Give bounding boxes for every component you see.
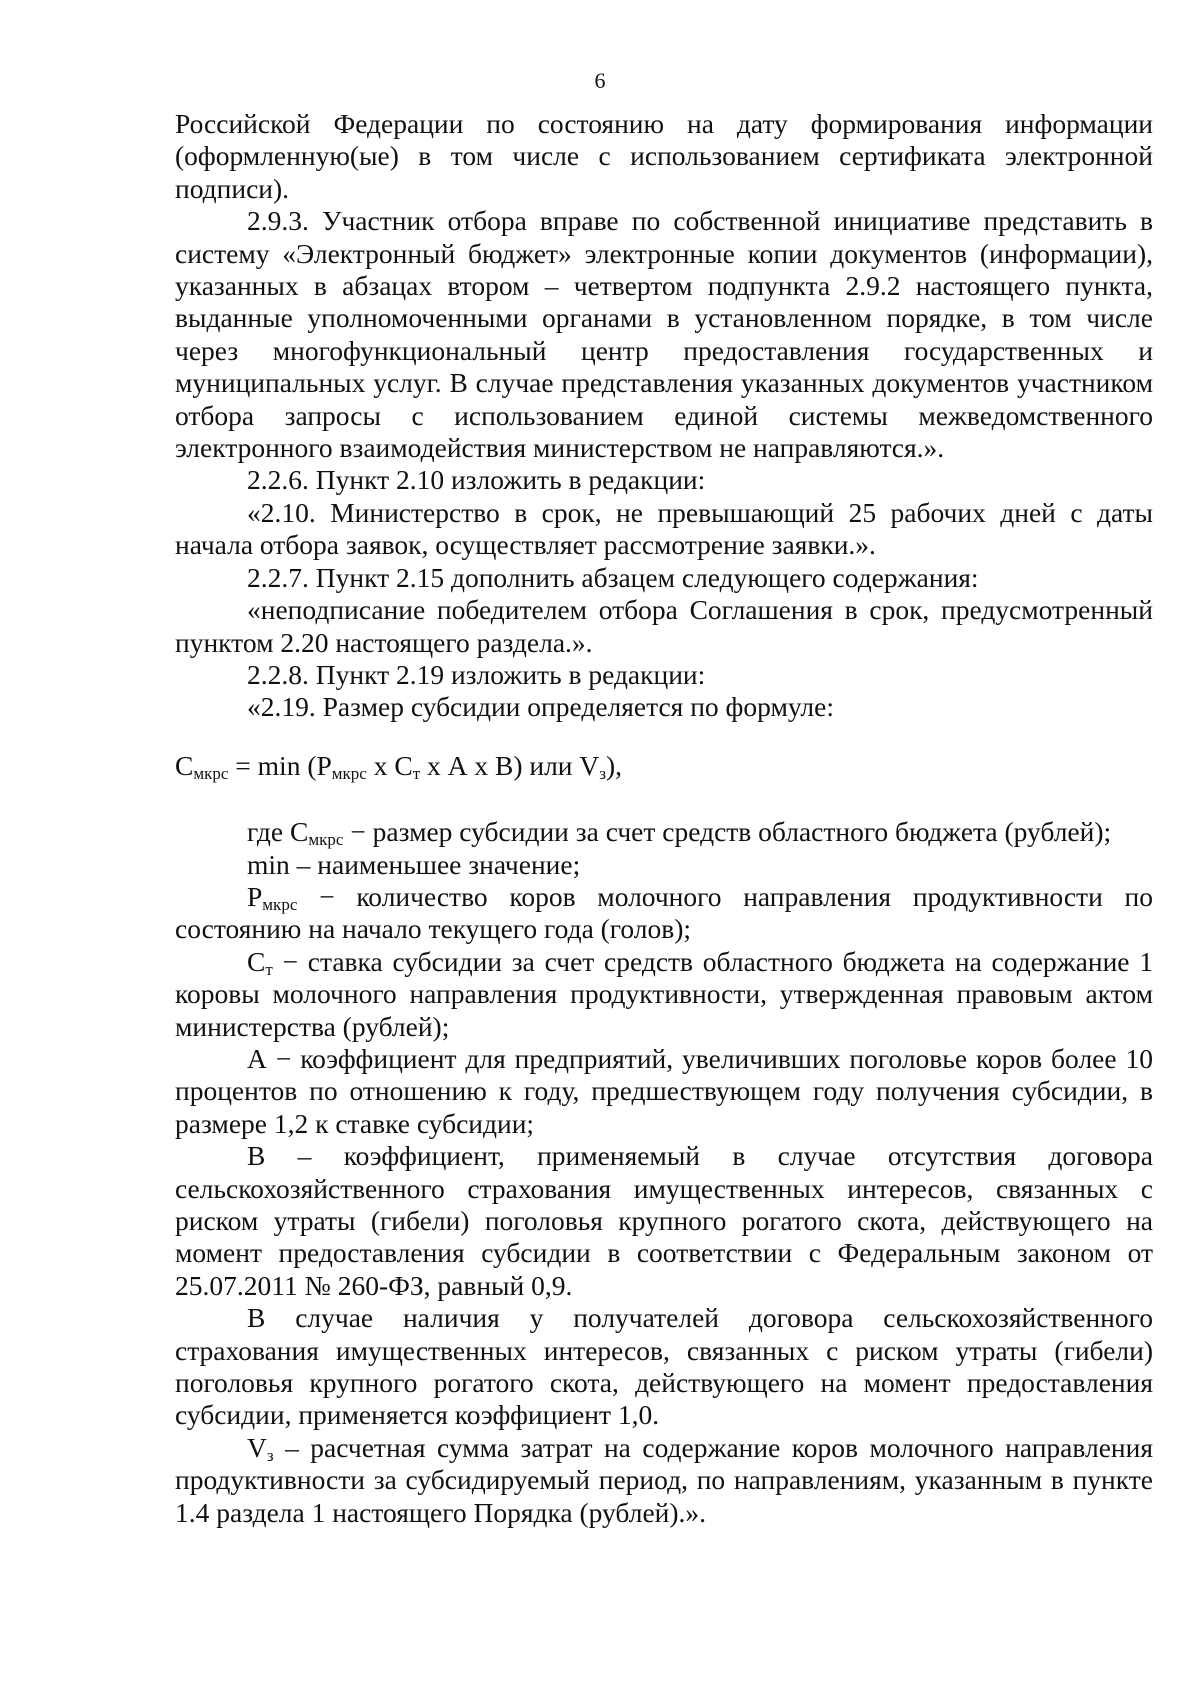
definition-p-mkrs: $Р_{мкрс}$ − количество коров молочного направления продуктивности по состоянию на начало текущего года (голов); — [175, 880, 1153, 945]
paragraph: В случае наличия у получателей договора сельскохозяйственного страхования имущественных интересов, связанных с риском утраты (гибели) поголовья крупного рогатого скота, действующего на момент предоставления субсидии, применяется коэффициент 1,0. — [175, 1302, 1153, 1431]
page-number: 6 — [594, 68, 606, 93]
paragraph: «неподписание победителем отбора Соглашения в срок, предусмотренный пунктом 2.20 настоящего раздела.». — [175, 594, 1153, 658]
paragraph: 2.9.3. Участник отбора вправе по собственной инициативе представить в систему «Электронный бюджет» электронные копии документов (информации), указанных в абзацах втором – четвертом подпункта 2.9.2 настоящего пункта, выданные уполномоченными органами в установленном порядке, в том числе через многофункциональный центр предоставления государственных и муниципальных услуг. В случае представления указанных документов участником отбора запросы с использованием единой системы межведомственного электронного взаимодействия министерством не направляются.». — [175, 205, 1153, 464]
paragraph: 2.2.7. Пункт 2.15 дополнить абзацем следующего содержания: — [247, 561, 979, 593]
definition-v-z: $V_з$ – расчетная сумма затрат на содержание коров молочного направления продуктивности за субсидируемый период, по направлениям, указанным в пункте 1.4 раздела 1 настоящего Порядка (рублей).». — [175, 1431, 1153, 1528]
subsidy-formula: $С_{мкрс} = \min (Р_{мкрс}$ х $С_т$ х А х В) или $V_з$), — [175, 749, 623, 783]
definition-c-mkrs: где $С_{мкрс}$ − размер субсидии за счет средств областного бюджета (рублей); — [247, 816, 1112, 850]
definition-c-t: $С_т$ − ставка субсидии за счет средств областного бюджета на содержание 1 коровы молочного направления продуктивности, утвержденная правовым актом министерства (рублей); — [175, 945, 1153, 1042]
paragraph: Российской Федерации по состоянию на дату формирования информации (оформленную(ые) в том числе с использованием сертификата электронной подписи). — [175, 108, 1153, 204]
document-body — [175, 108, 1153, 1529]
paragraph: 2.2.8. Пункт 2.19 изложить в редакции: — [247, 658, 706, 690]
definition-a: А − коэффициент для предприятий, увеличивших поголовье коров более 10 процентов по отношению к году, предшествующем году получения субсидии, в размере 1,2 к ставке субсидии; — [175, 1042, 1153, 1139]
paragraph: «2.10. Министерство в срок, не превышающий 25 рабочих дней с даты начала отбора заявок, осуществляет рассмотрение заявки.». — [175, 496, 1153, 561]
definition-b: В – коэффициент, применяемый в случае отсутствия договора сельскохозяйственного страхования имущественных интересов, связанных с риском утраты (гибели) поголовья крупного рогатого скота, действующего на момент предоставления субсидии в соответствии с Федеральным законом от 25.07.2011 № 260-ФЗ, равный 0,9. — [175, 1140, 1153, 1301]
paragraph: 2.2.6. Пункт 2.10 изложить в редакции: — [247, 464, 706, 496]
definition-min: min – наименьшее значение; — [247, 848, 581, 880]
paragraph: «2.19. Размер субсидии определяется по формуле: — [247, 691, 834, 723]
